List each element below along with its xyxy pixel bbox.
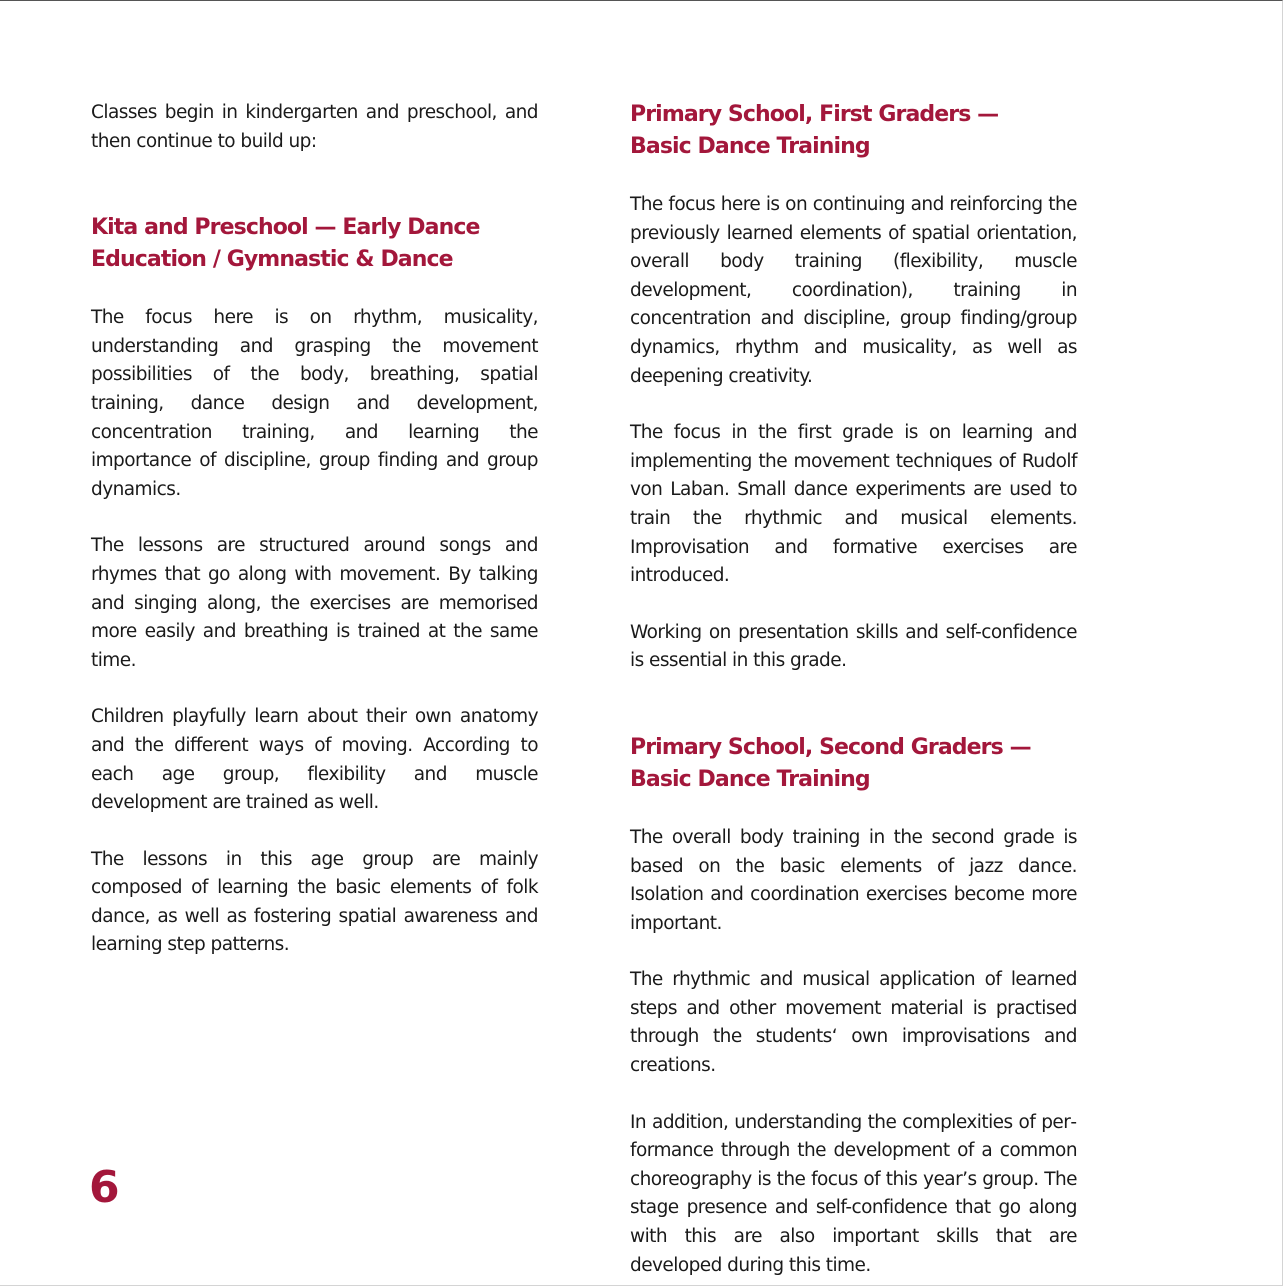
body-paragraph: The overall body training in the second grade is based on the basic elements of jazz dance. Isolation and coordination exercises become more important.: [630, 826, 1077, 934]
section-heading-kita-preschool: [91, 212, 538, 276]
left-column: [91, 99, 538, 960]
heading-line: Kita and Preschool — Early Dance: [91, 215, 480, 241]
heading-line: Basic Dance Training: [630, 766, 870, 792]
heading-line: Primary School, Second Graders —: [630, 734, 1031, 760]
body-paragraph: The focus here is on rhythm, musicality, understanding and grasping the movement possibilities of the body, breathing, spatial training, dance design and development, concentration training, and learning the importance of discipline, group finding and group dynamics.: [91, 307, 538, 500]
page-number: 6: [89, 1162, 119, 1213]
body-paragraph: The focus in the first grade is on learning and implementing the movement techniques of Rudolf von Laban. Small dance experiments are used to train the rhythmic and musical elements. Improvisation and formative exercises are introduced.: [630, 422, 1077, 587]
body-paragraph: The rhythmic and musical application of learned steps and other movement material is practised through the students‘ own improvisations and creations.: [630, 969, 1077, 1077]
heading-line: Basic Dance Training: [630, 134, 870, 159]
section-heading-second-graders: [630, 732, 1077, 796]
section-heading-first-graders: [630, 99, 1077, 163]
body-paragraph: Children playfully learn about their own anatomy and the different ways of moving. According to each age group, flexibility and muscle development are trained as well.: [91, 706, 538, 814]
body-paragraph: The focus here is on continuing and reinforcing the previously learned elements of spatial orientation, overall body training (flexibility, muscle development, coordination), training in concentration and discipline, group finding/group dynamics, rhythm and musicality, as well as deepening creativity.: [630, 194, 1077, 387]
body-paragraph: Working on presentation skills and self-confidence is essential in this grade.: [630, 621, 1077, 672]
heading-line: Education / Gymnastic & Dance: [91, 247, 453, 273]
right-column: [630, 99, 1077, 1280]
intro-paragraph: Classes begin in kindergarten and preschool, and then continue to build up:: [91, 102, 538, 152]
body-paragraph: The lessons in this age group are mainly composed of learning the basic elements of folk dance, as well as fostering spatial awareness and learning step patterns.: [91, 848, 538, 956]
body-paragraph: In addition, understanding the complexities of performance through the development of a common choreography is the focus of this year’s group. The stage presence and self-confidence that go along with this are also important skills that are developed during this time.: [630, 1111, 1077, 1276]
body-paragraph: The lessons are structured around songs and rhymes that go along with movement. By talking and singing along, the exercises are memorised more easily and breathing is trained at the same time.: [91, 535, 538, 671]
heading-line: Primary School, First Graders —: [630, 102, 999, 127]
